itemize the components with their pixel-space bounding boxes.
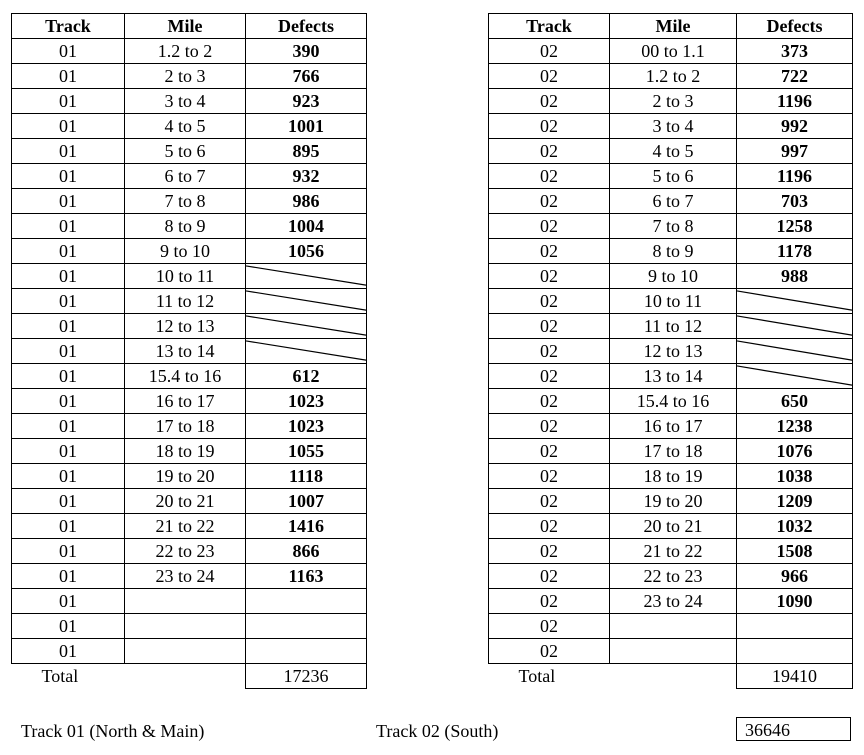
mile-cell: 13 to 14: [610, 364, 737, 389]
defects-cell: 988: [737, 264, 853, 289]
track-cell: 01: [12, 589, 125, 614]
total-label: Total: [41, 666, 79, 687]
track-01-body: [12, 39, 367, 689]
track-cell: 01: [12, 539, 125, 564]
table-row: [489, 214, 853, 239]
table-row: [12, 264, 367, 289]
defects-cell: 1032: [737, 514, 853, 539]
defects-cell: 612: [246, 364, 367, 389]
mile-cell: 3 to 4: [125, 89, 246, 114]
track-cell: 02: [489, 389, 610, 414]
mile-cell: [610, 614, 737, 639]
struck-defects-cell: [737, 289, 853, 314]
track-cell: 02: [489, 339, 610, 364]
header-row: [12, 14, 367, 39]
mile-cell: 10 to 11: [610, 289, 737, 314]
defects-cell: 997: [737, 139, 853, 164]
track-cell: 02: [489, 239, 610, 264]
track-cell: 01: [12, 114, 125, 139]
defects-cell: 1056: [246, 239, 367, 264]
track-cell: 02: [489, 539, 610, 564]
track-cell: 01: [12, 164, 125, 189]
track-cell: 01: [12, 389, 125, 414]
table-row: [12, 389, 367, 414]
defects-cell: 986: [246, 189, 367, 214]
table-row: [489, 64, 853, 89]
mile-cell: 21 to 22: [125, 514, 246, 539]
table-row: [12, 239, 367, 264]
track-cell: 01: [12, 139, 125, 164]
mile-cell: 20 to 21: [125, 489, 246, 514]
defects-cell: 1004: [246, 214, 367, 239]
table-row: [489, 489, 853, 514]
mile-cell: 9 to 10: [610, 264, 737, 289]
mile-cell: 18 to 19: [125, 439, 246, 464]
track-cell: 01: [12, 264, 125, 289]
defects-cell: 1258: [737, 214, 853, 239]
track-02-body: [489, 39, 853, 689]
table-row: [12, 414, 367, 439]
total-label: Total: [518, 666, 556, 687]
track-cell: 02: [489, 464, 610, 489]
track-cell: 01: [12, 364, 125, 389]
header-track: Track: [12, 14, 125, 39]
mile-cell: 19 to 20: [125, 464, 246, 489]
mile-cell: 9 to 10: [125, 239, 246, 264]
defects-cell: 1001: [246, 114, 367, 139]
strike-line: [246, 339, 366, 363]
table-row: [489, 439, 853, 464]
track-cell: 02: [489, 439, 610, 464]
table-row: [489, 514, 853, 539]
header-defects: Defects: [737, 14, 853, 39]
mile-cell: 1.2 to 2: [125, 39, 246, 64]
mile-cell: 23 to 24: [610, 589, 737, 614]
mile-cell: 15.4 to 16: [610, 389, 737, 414]
table-row: [12, 364, 367, 389]
defects-cell: 1508: [737, 539, 853, 564]
defects-cell: 1055: [246, 439, 367, 464]
track-cell: 02: [489, 589, 610, 614]
mile-cell: 7 to 8: [610, 214, 737, 239]
mile-cell: 15.4 to 16: [125, 364, 246, 389]
defects-cell: 1209: [737, 489, 853, 514]
track-cell: 01: [12, 39, 125, 64]
table-row: [12, 164, 367, 189]
track-cell: 01: [12, 314, 125, 339]
table-row: [489, 389, 853, 414]
mile-cell: 00 to 1.1: [610, 39, 737, 64]
table-row: [489, 614, 853, 639]
mile-cell: 17 to 18: [125, 414, 246, 439]
table-row: [12, 314, 367, 339]
mile-cell: 3 to 4: [610, 114, 737, 139]
table-row: [489, 289, 853, 314]
struck-defects-cell: [246, 289, 367, 314]
defects-cell: 1023: [246, 414, 367, 439]
defects-cell: 1178: [737, 239, 853, 264]
track-cell: 01: [12, 514, 125, 539]
mile-cell: 5 to 6: [610, 164, 737, 189]
table-row: [489, 339, 853, 364]
mile-cell: 2 to 3: [610, 89, 737, 114]
header-row: [489, 14, 853, 39]
mile-cell: 22 to 23: [610, 564, 737, 589]
track-cell: 02: [489, 314, 610, 339]
table-row: [12, 39, 367, 64]
defects-cell: 1038: [737, 464, 853, 489]
defects-cell: [246, 639, 367, 664]
struck-defects-cell: [737, 314, 853, 339]
defects-cell: 1196: [737, 164, 853, 189]
table-row: [489, 364, 853, 389]
table-row: [12, 189, 367, 214]
table-row: [489, 189, 853, 214]
table-row: [12, 114, 367, 139]
mile-cell: 4 to 5: [125, 114, 246, 139]
table-row: [489, 39, 853, 64]
mile-cell: [125, 589, 246, 614]
table-row: [12, 539, 367, 564]
track-cell: 01: [12, 89, 125, 114]
track-cell: 02: [489, 289, 610, 314]
table-row: [12, 489, 367, 514]
mile-cell: [125, 614, 246, 639]
mile-cell: 12 to 13: [610, 339, 737, 364]
defects-cell: 373: [737, 39, 853, 64]
defects-cell: [737, 614, 853, 639]
defects-cell: 1023: [246, 389, 367, 414]
track-cell: 01: [12, 289, 125, 314]
track-cell: 01: [12, 464, 125, 489]
mile-cell: 4 to 5: [610, 139, 737, 164]
defects-cell: [246, 589, 367, 614]
mile-cell: 16 to 17: [125, 389, 246, 414]
mile-cell: 19 to 20: [610, 489, 737, 514]
defects-cell: 992: [737, 114, 853, 139]
mile-cell: 2 to 3: [125, 64, 246, 89]
total-row: [489, 664, 853, 689]
track-cell: 02: [489, 139, 610, 164]
track-cell: 02: [489, 614, 610, 639]
table-row: [489, 139, 853, 164]
table-row: [489, 239, 853, 264]
mile-cell: 7 to 8: [125, 189, 246, 214]
struck-defects-cell: [246, 314, 367, 339]
strike-line: [737, 339, 852, 363]
track-cell: 02: [489, 189, 610, 214]
defects-cell: 1196: [737, 89, 853, 114]
track-cell: 01: [12, 214, 125, 239]
table-row: [12, 64, 367, 89]
defects-cell: 1007: [246, 489, 367, 514]
track-cell: 01: [12, 439, 125, 464]
strike-line: [246, 264, 366, 288]
track-cell: 01: [12, 239, 125, 264]
mile-cell: 22 to 23: [125, 539, 246, 564]
defects-cell: 1090: [737, 589, 853, 614]
table-row: [489, 264, 853, 289]
track-02-table: [488, 13, 853, 689]
track-cell: 01: [12, 189, 125, 214]
track-cell: 01: [12, 339, 125, 364]
mile-cell: 11 to 12: [125, 289, 246, 314]
mile-cell: 10 to 11: [125, 264, 246, 289]
track-cell: 01: [12, 489, 125, 514]
strike-line: [737, 364, 852, 388]
track-cell: 02: [489, 564, 610, 589]
track-01-footer-label: Track 01 (North & Main): [21, 721, 205, 741]
mile-cell: 21 to 22: [610, 539, 737, 564]
total-value: 17236: [246, 664, 367, 689]
defects-cell: 390: [246, 39, 367, 64]
table-row: [12, 89, 367, 114]
table-row: [489, 89, 853, 114]
table-row: [489, 564, 853, 589]
mile-cell: 11 to 12: [610, 314, 737, 339]
mile-cell: 20 to 21: [610, 514, 737, 539]
defects-cell: 1238: [737, 414, 853, 439]
track-cell: 02: [489, 114, 610, 139]
table-row: [12, 214, 367, 239]
mile-cell: 18 to 19: [610, 464, 737, 489]
table-row: [489, 639, 853, 664]
defects-cell: 650: [737, 389, 853, 414]
table-row: [12, 614, 367, 639]
table-row: [12, 639, 367, 664]
track-cell: 02: [489, 364, 610, 389]
header-mile: Mile: [610, 14, 737, 39]
table-row: [12, 589, 367, 614]
mile-cell: 17 to 18: [610, 439, 737, 464]
mile-cell: 1.2 to 2: [610, 64, 737, 89]
mile-cell: 12 to 13: [125, 314, 246, 339]
mile-cell: 6 to 7: [125, 164, 246, 189]
defects-cell: 722: [737, 64, 853, 89]
track-cell: 01: [12, 564, 125, 589]
strike-line: [737, 289, 852, 313]
defects-cell: 966: [737, 564, 853, 589]
struck-defects-cell: [246, 339, 367, 364]
header-track: Track: [489, 14, 610, 39]
table-row: [489, 589, 853, 614]
track-cell: 02: [489, 164, 610, 189]
defects-cell: 895: [246, 139, 367, 164]
struck-defects-cell: [737, 339, 853, 364]
strike-line: [246, 314, 366, 338]
track-cell: 02: [489, 264, 610, 289]
defects-cell: [246, 614, 367, 639]
defects-cell: 866: [246, 539, 367, 564]
table-row: [489, 114, 853, 139]
mile-cell: 16 to 17: [610, 414, 737, 439]
table-row: [489, 414, 853, 439]
strike-line: [246, 289, 366, 313]
table-row: [489, 314, 853, 339]
track-02-footer-label: Track 02 (South): [376, 721, 499, 741]
table-row: [12, 139, 367, 164]
mile-cell: 8 to 9: [610, 239, 737, 264]
mile-cell: [610, 639, 737, 664]
track-cell: 01: [12, 414, 125, 439]
defects-cell: 1416: [246, 514, 367, 539]
defects-cell: 932: [246, 164, 367, 189]
mile-cell: 6 to 7: [610, 189, 737, 214]
total-value: 19410: [737, 664, 853, 689]
track-cell: 02: [489, 39, 610, 64]
table-row: [12, 464, 367, 489]
track-cell: 02: [489, 89, 610, 114]
table-row: [12, 439, 367, 464]
struck-defects-cell: [246, 264, 367, 289]
track-01-table: [11, 13, 367, 689]
defects-cell: 1076: [737, 439, 853, 464]
table-row: [12, 514, 367, 539]
grand-total-box: 36646: [736, 717, 851, 741]
defects-cell: 1163: [246, 564, 367, 589]
table-row: [489, 464, 853, 489]
table-row: [489, 164, 853, 189]
defects-cell: [737, 639, 853, 664]
mile-cell: 8 to 9: [125, 214, 246, 239]
total-row: [12, 664, 367, 689]
defects-cell: 703: [737, 189, 853, 214]
track-cell: 01: [12, 614, 125, 639]
struck-defects-cell: [737, 364, 853, 389]
defects-cell: 1118: [246, 464, 367, 489]
mile-cell: [125, 639, 246, 664]
defects-cell: 923: [246, 89, 367, 114]
track-cell: 01: [12, 64, 125, 89]
mile-cell: 5 to 6: [125, 139, 246, 164]
strike-line: [737, 314, 852, 338]
table-row: [12, 289, 367, 314]
track-cell: 02: [489, 214, 610, 239]
track-cell: 02: [489, 489, 610, 514]
track-cell: 02: [489, 64, 610, 89]
table-row: [489, 539, 853, 564]
header-mile: Mile: [125, 14, 246, 39]
track-cell: 02: [489, 639, 610, 664]
defects-cell: 766: [246, 64, 367, 89]
table-row: [12, 339, 367, 364]
table-row: [12, 564, 367, 589]
track-cell: 02: [489, 414, 610, 439]
track-cell: 02: [489, 514, 610, 539]
header-defects: Defects: [246, 14, 367, 39]
track-cell: 01: [12, 639, 125, 664]
mile-cell: 23 to 24: [125, 564, 246, 589]
mile-cell: 13 to 14: [125, 339, 246, 364]
